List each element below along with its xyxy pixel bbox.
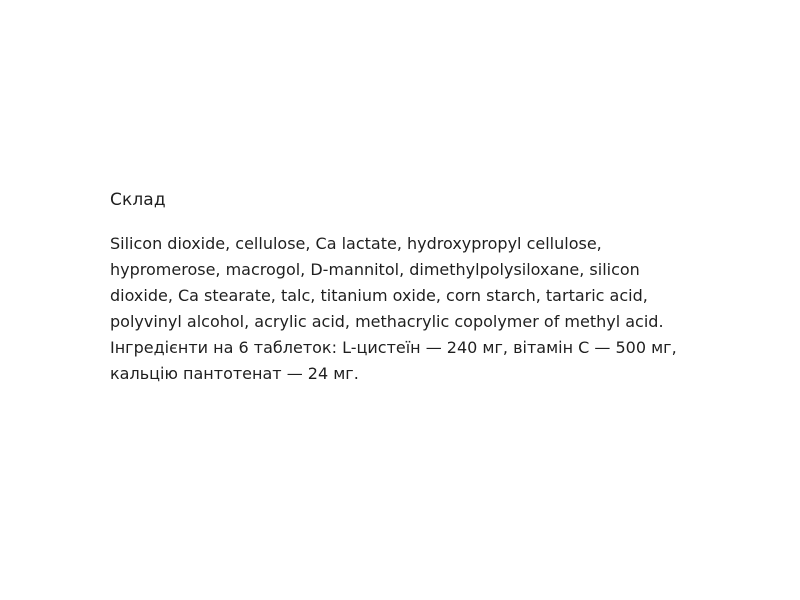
composition-heading: Склад	[110, 190, 166, 210]
composition-section	[110, 186, 700, 387]
excipients-text: Silicon dioxide, cellulose, Ca lactate, hydroxypropyl cellulose, hypromerose, macrogol, D-mannitol, dimethylpolysiloxane, silicon dioxide, Ca stearate, talc, titanium oxide, corn starch, tartaric acid, polyvinyl alcohol, acrylic acid, methacrylic copolymer of methyl acid.	[110, 234, 664, 331]
ingredients-text: Інгредієнти на 6 таблеток: L-цистеїн — 240 мг, вітамін С — 500 мг, кальцію пантотенат — 24 мг.	[110, 338, 677, 383]
